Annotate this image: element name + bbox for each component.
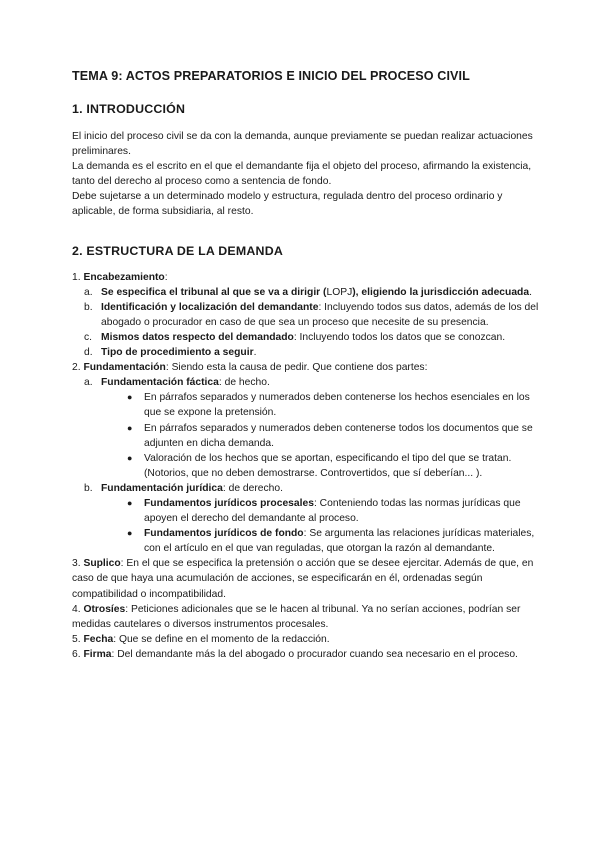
list-item-otrosies: 4. Otrosíes: Peticiones adicionales que se le hacen al tribunal. Ya no serían acciones, podrían ser medidas cautelares o diversos instrumentos procesales. (72, 603, 521, 630)
section-introduccion-title: 1. INTRODUCCIÓN (72, 102, 186, 116)
sub-item: c. Mismos datos respecto del demandado: Incluyendo todos los datos que se conozcan. (84, 331, 506, 343)
item-label: Otrosíes (83, 603, 126, 615)
sub-item: b. Fundamentación jurídica: de derecho. (84, 482, 283, 494)
list-item-fundamentacion: 2. Fundamentación: Siendo esta la causa de pedir. Que contiene dos partes: (72, 362, 428, 374)
document-title: TEMA 9: ACTOS PREPARATORIOS E INICIO DEL PROCESO CIVIL (72, 69, 470, 83)
item-label: Encabezamiento (83, 271, 165, 283)
item-label: Firma (83, 648, 112, 660)
document-page (72, 68, 542, 662)
list-item-encabezamiento: 1. Encabezamiento: (72, 271, 168, 283)
section-introduccion-body (72, 129, 542, 220)
item-label: Fecha (83, 633, 114, 645)
estructura-list (72, 270, 542, 662)
bullet-icon: ● (127, 392, 133, 403)
item-label: Fundamentación (83, 362, 166, 374)
bullet-item: ● Valoración de los hechos que se aportan, especificando el tipo del que se tratan. (Notorios, que no deben demostrarse. Controvertidos, que sí deberían... ). (72, 451, 542, 481)
list-item-firma: 6. Firma: Del demandante más la del abogado o procurador cuando sea necesario en el proceso. (72, 648, 518, 660)
bullet-icon: ● (127, 528, 133, 539)
bullet-item: ● Fundamentos jurídicos de fondo: Se argumenta las relaciones jurídicas materiales, con el artículo en el que van reguladas, que otorgan la razón al demandante. (72, 526, 542, 556)
item-label: Suplico (83, 558, 121, 570)
paragraph: El inicio del proceso civil se da con la demanda, aunque previamente se puedan realizar actuaciones preliminares. (72, 131, 533, 158)
sub-item: b. Identificación y localización del demandante: Incluyendo todos sus datos, además de los del abogado o procurador en caso de que sea un proceso que necesite de su presencia. (84, 301, 539, 328)
bullet-item: ● Fundamentos jurídicos procesales: Conteniendo todas las normas jurídicas que apoyen el derecho del demandante al proceso. (72, 496, 542, 526)
list-item-fecha: 5. Fecha: Que se define en el momento de la redacción. (72, 633, 330, 645)
list-item-suplico: 3. Suplico: En el que se especifica la pretensión o acción que se desee ejercitar. Además de que, en caso de que haya una acumulación de acciones, se especificarán en él, ordenadas según compatibilidad o incompatibilidad. (72, 558, 534, 600)
bullet-icon: ● (127, 452, 133, 463)
sub-item: d. Tipo de procedimiento a seguir. (84, 347, 257, 359)
sub-item: a. Se especifica el tribunal al que se va a dirigir (LOPJ), eligiendo la jurisdicción adecuada. (84, 286, 532, 298)
section-estructura-title: 2. ESTRUCTURA DE LA DEMANDA (72, 243, 283, 258)
sub-item: a. Fundamentación fáctica: de hecho. (84, 377, 270, 389)
paragraph: Debe sujetarse a un determinado modelo y estructura, regulada dentro del proceso ordinario y aplicable, de forma subsidiaria, al resto. (72, 191, 503, 218)
bullet-item: ● En párrafos separados y numerados deben contenerse todos los documentos que se adjunten en dicha demanda. (72, 421, 542, 451)
bullet-icon: ● (127, 422, 133, 433)
paragraph: La demanda es el escrito en el que el demandante fija el objeto del proceso, afirmando la existencia, tanto del derecho al proceso como a sentencia de fondo. (72, 161, 532, 188)
bullet-icon: ● (127, 497, 133, 508)
bullet-item: ● En párrafos separados y numerados deben contenerse los hechos esenciales en los que se expone la pretensión. (72, 390, 542, 420)
